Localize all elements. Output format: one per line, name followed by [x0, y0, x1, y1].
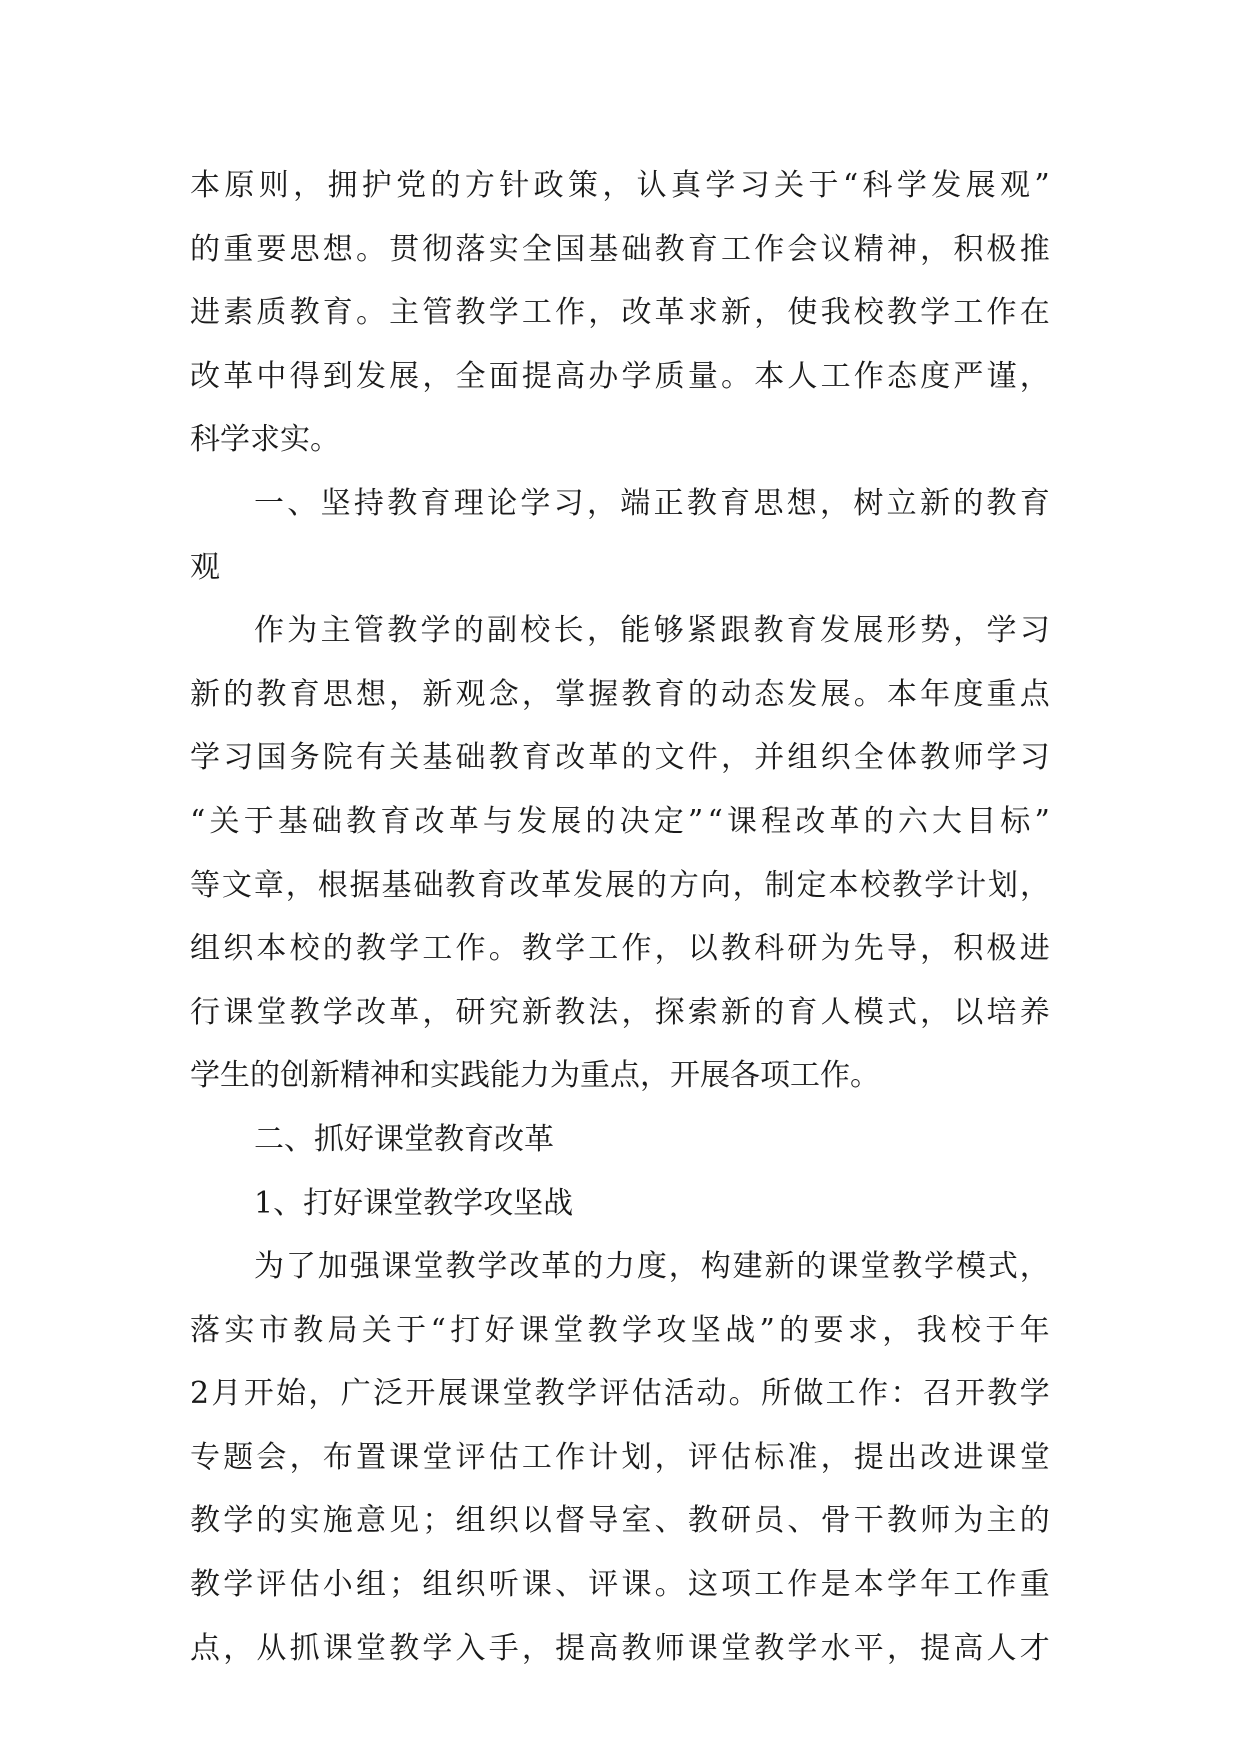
text-line: 本 原 则 ， 拥 护 党 的 方 针 政 策 ， 认 真 学 习 关 于 “ 科 学 发 展 观 ” — [190, 168, 1050, 203]
text-line: “ 关 于 基 础 教 育 改 革 与 发 展 的 决 定 ” “ 课 程 改 革 的 六 大 目 标 ” — [190, 803, 1050, 839]
body-text — [190, 154, 1050, 1680]
text-line: 点 ， 从 抓 课 堂 教 学 入 手 ， 提 高 教 师 课 堂 教 学 水 平 ， 提 高 人 才 — [190, 1630, 1050, 1666]
text-line: 的 重 要 思 想 。 贯 彻 落 实 全 国 基 础 教 育 工 作 会 议 精 神 ， 积 极 推 — [190, 231, 1050, 267]
text-line: 2 月 开 始 ， 广 泛 开 展 课 堂 教 学 评 估 活 动 。 所 做 工 作 ： 召 开 教 学 — [190, 1376, 1050, 1412]
text-line: 进 素 质 教 育 。 主 管 教 学 工 作 ， 改 革 求 新 ， 使 我 校 教 学 工 作 在 — [190, 295, 1050, 331]
text-line: 教 学 评 估 小 组 ； 组 织 听 课 、 评 课 。 这 项 工 作 是 本 学 年 工 作 重 — [190, 1567, 1050, 1603]
text-line: 组 织 本 校 的 教 学 工 作 。 教 学 工 作 ， 以 教 科 研 为 先 导 ， 积 极 进 — [190, 931, 1050, 967]
text-line: 落 实 市 教 局 关 于 “ 打 好 课 堂 教 学 攻 坚 战 ” 的 要 求 ， 我 校 于 年 — [190, 1312, 1050, 1348]
text-line: 专 题 会 ， 布 置 课 堂 评 估 工 作 计 划 ， 评 估 标 准 ， 提 出 改 进 课 堂 — [190, 1439, 1050, 1475]
text-line: 学 习 国 务 院 有 关 基 础 教 育 改 革 的 文 件 ， 并 组 织 全 体 教 师 学 习 — [190, 740, 1050, 776]
text-line: 行 课 堂 教 学 改 革 ， 研 究 新 教 法 ， 探 索 新 的 育 人 模 式 ， 以 培 养 — [190, 994, 1050, 1030]
text-line: 学生的创新精神和实践能力为重点，开展各项工作。 — [190, 1058, 880, 1094]
text-line: 一 、 坚 持 教 育 理 论 学 习 ， 端 正 教 育 思 想 ， 树 立 新 的 教 育 — [254, 485, 1050, 521]
text-line: 观 — [190, 549, 220, 585]
text-line: 改 革 中 得 到 发 展 ， 全 面 提 高 办 学 质 量 。 本 人 工 作 态 度 严 谨 ， — [190, 358, 1050, 394]
text-line: 二、抓好课堂教育改革 — [254, 1121, 554, 1157]
text-line: 作 为 主 管 教 学 的 副 校 长 ， 能 够 紧 跟 教 育 发 展 形 势 ， 学 习 — [254, 613, 1050, 649]
text-line: 科学求实。 — [190, 422, 340, 458]
text-line: 1、打好课堂教学攻坚战 — [254, 1185, 574, 1221]
text-line: 新 的 教 育 思 想 ， 新 观 念 ， 掌 握 教 育 的 动 态 发 展 。 本 年 度 重 点 — [190, 676, 1050, 712]
text-line: 等 文 章 ， 根 据 基 础 教 育 改 革 发 展 的 方 向 ， 制 定 本 校 教 学 计 划 ， — [190, 867, 1050, 903]
text-line: 为 了 加 强 课 堂 教 学 改 革 的 力 度 ， 构 建 新 的 课 堂 教 学 模 式 ， — [254, 1249, 1050, 1285]
text-line: 教 学 的 实 施 意 见 ； 组 织 以 督 导 室 、 教 研 员 、 骨 干 教 师 为 主 的 — [190, 1503, 1050, 1539]
